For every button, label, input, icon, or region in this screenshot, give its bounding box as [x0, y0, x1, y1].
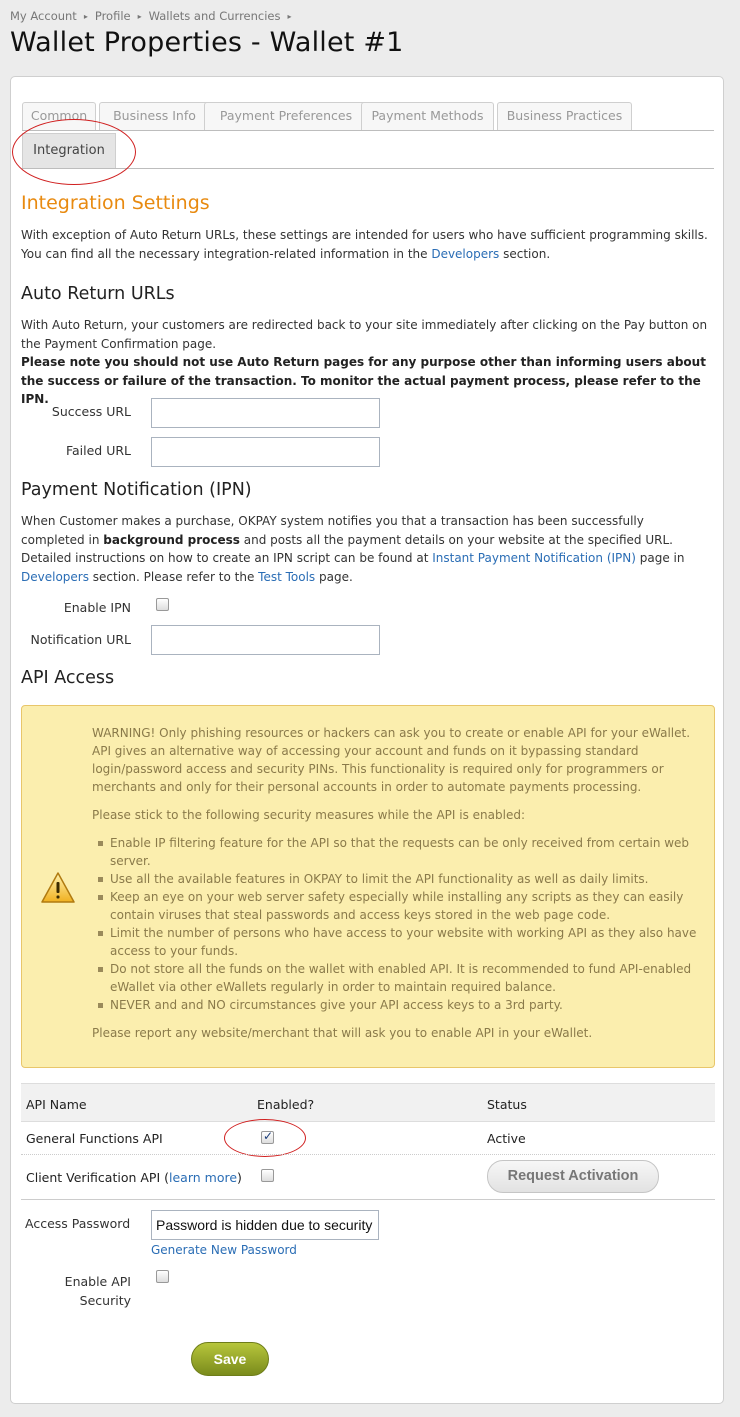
ipn-bold-text: background process [103, 532, 240, 547]
integration-settings-title: Integration Settings [21, 192, 210, 214]
list-item: Limit the number of persons who have access to your website with working API as they also have access to your funds. [92, 924, 708, 960]
tab-common[interactable]: Common [22, 102, 96, 130]
learn-more-link[interactable]: learn more [169, 1170, 238, 1185]
breadcrumb-wallets[interactable]: Wallets and Currencies [148, 9, 281, 23]
integration-intro-line-2 [21, 245, 711, 264]
api-name-text: ) [237, 1170, 242, 1185]
client-verification-api-checkbox[interactable] [261, 1169, 274, 1182]
auto-return-warning: Please note you should not use Auto Return pages for any purpose other than informing users about the success or failure of the transaction. To monitor the actual payment process, please refer to the IPN. [21, 355, 706, 406]
label-line: Security [79, 1292, 131, 1308]
enable-ipn-checkbox[interactable] [156, 598, 169, 611]
intro-text: section. [499, 246, 551, 261]
api-warning-box [21, 705, 715, 1068]
auto-return-desc [21, 316, 711, 409]
api-name-client-verification [26, 1170, 242, 1185]
breadcrumb [10, 9, 299, 23]
integration-intro [21, 226, 711, 263]
column-header-api-name: API Name [26, 1097, 87, 1112]
notification-url-label: Notification URL [30, 632, 131, 647]
ipn-text: When Customer makes a purchase, OKPAY system notifies you that a transaction has been successfully completed in [21, 514, 644, 547]
tab-business-info[interactable]: Business Info [99, 102, 210, 130]
tab-payment-methods[interactable]: Payment Methods [361, 102, 494, 130]
breadcrumb-separator: ▸ [287, 12, 292, 21]
notification-url-input[interactable] [151, 625, 380, 655]
api-warning-text [92, 724, 708, 1052]
failed-url-label: Failed URL [65, 443, 131, 458]
auto-return-title: Auto Return URLs [21, 284, 175, 304]
failed-url-input[interactable] [151, 437, 380, 467]
access-password-input[interactable] [151, 1210, 379, 1240]
request-activation-button[interactable]: Request Activation [487, 1160, 659, 1193]
general-functions-api-checkbox[interactable] [261, 1131, 274, 1144]
access-password-label: Access Password [25, 1216, 131, 1231]
developers-link[interactable]: Developers [21, 569, 89, 584]
list-item: Enable IP filtering feature for the API so that the requests can be only received from certain web server. [92, 834, 708, 870]
developers-link[interactable]: Developers [431, 246, 500, 261]
breadcrumb-separator: ▸ [83, 12, 88, 21]
row-divider [21, 1199, 715, 1200]
page-title: Wallet Properties - Wallet #1 [10, 27, 404, 58]
save-button[interactable]: Save [191, 1342, 269, 1376]
ipn-text: page in [635, 551, 685, 565]
api-name-general-functions: General Functions API [26, 1131, 163, 1146]
tab-divider [22, 130, 714, 131]
warning-paragraph: Please report any website/merchant that will ask you to enable API in your eWallet. [92, 1026, 593, 1040]
ipn-description [21, 512, 711, 586]
success-url-input[interactable] [151, 398, 380, 428]
ipn-text: and posts all the payment details on your website at the specified URL. Detailed instructions on how to create an IPN script can be found at [21, 532, 673, 565]
api-status-active: Active [487, 1131, 526, 1146]
tab-payment-preferences[interactable]: Payment Preferences [204, 102, 368, 130]
enable-ipn-label: Enable IPN [63, 600, 131, 615]
label-line: Enable API [64, 1274, 131, 1289]
api-name-text: Client Verification API ( [26, 1170, 169, 1185]
enable-api-security-label [21, 1273, 131, 1310]
enable-api-security-checkbox[interactable] [156, 1270, 169, 1283]
tab-business-practices[interactable]: Business Practices [497, 102, 632, 130]
auto-return-description: With Auto Return, your customers are redirected back to your site immediately after clicking on the Pay button on the Payment Confirmation page. [21, 318, 708, 351]
generate-new-password-link[interactable]: Generate New Password [151, 1243, 297, 1257]
tab-integration[interactable]: Integration [22, 133, 116, 169]
ipn-doc-link[interactable]: Instant Payment Notification (IPN) [432, 551, 636, 565]
success-url-label: Success URL [51, 404, 131, 419]
list-item: Use all the available features in OKPAY to limit the API functionality as well as daily limits. [92, 870, 708, 888]
ipn-text: section. Please refer to the [88, 569, 259, 584]
list-item: NEVER and and NO circumstances give your API access keys to a 3rd party. [92, 996, 708, 1014]
api-access-title: API Access [21, 668, 115, 688]
list-item: Keep an eye on your web server safety especially while installing any scripts as they can easily contain viruses that steal passwords and access keys stored in the web page code. [92, 888, 708, 924]
wallet-properties-panel [10, 76, 724, 1404]
list-item: Do not store all the funds on the wallet with enabled API. It is recommended to fund API-enabled eWallet via other eWallets regularly in order to maintain required balance. [92, 960, 708, 996]
breadcrumb-profile[interactable]: Profile [94, 9, 131, 23]
test-tools-link[interactable]: Test Tools [258, 569, 316, 584]
row-divider [21, 1154, 715, 1155]
security-measures-list [92, 834, 708, 1014]
api-table-header [21, 1083, 715, 1122]
ipn-title: Payment Notification (IPN) [21, 480, 252, 500]
warning-paragraph: WARNING! Only phishing resources or hackers can ask you to create or enable API for your eWallet. API gives an alternative way of accessing your account and funds on it bypassing standard login/password access and security PINs. This functionality is required only for programmers or merchants and only for their personal accounts in order to automate payments processing. [92, 726, 691, 794]
warning-paragraph: Please stick to the following security measures while the API is enabled: [92, 808, 525, 822]
integration-intro-line-1: With exception of Auto Return URLs, these settings are intended for users who have sufficient programming skills. [21, 228, 708, 242]
column-header-status: Status [487, 1097, 527, 1112]
tab-divider [22, 168, 714, 169]
breadcrumb-separator: ▸ [137, 12, 142, 21]
intro-text: You can find all the necessary integration-related information in the [21, 246, 432, 261]
column-header-enabled: Enabled? [257, 1097, 315, 1112]
ipn-text: page. [315, 569, 353, 584]
warning-icon [40, 871, 76, 905]
breadcrumb-my-account[interactable]: My Account [10, 9, 77, 23]
